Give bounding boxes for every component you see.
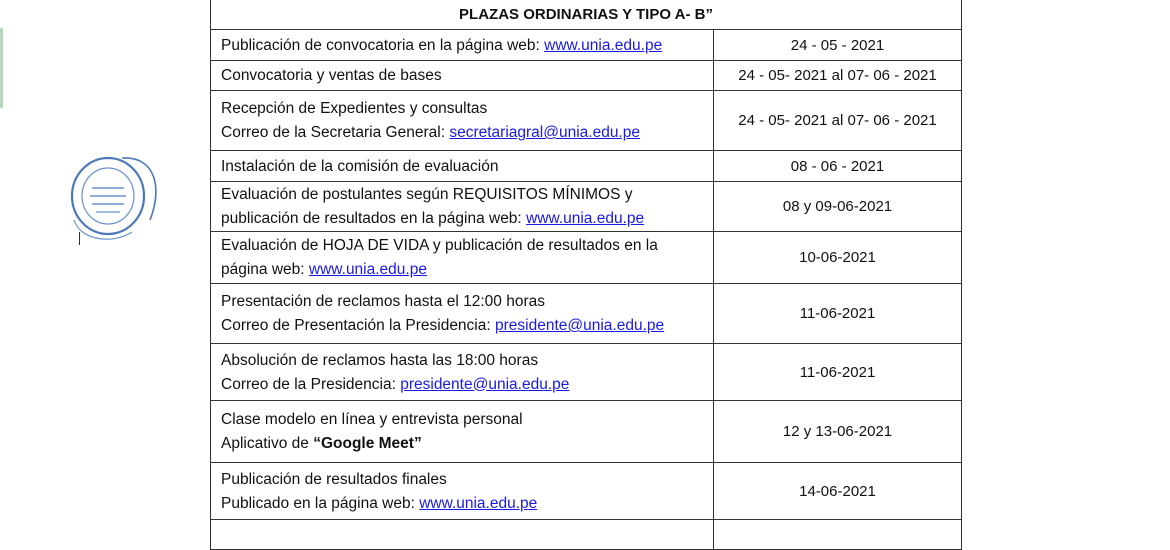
activity-line-1 — [221, 409, 703, 430]
activity-text: Evaluación de postulantes según REQUISITOS MÍNIMOS y — [221, 186, 633, 203]
activity-line-1 — [221, 350, 703, 371]
activity-line-2 — [221, 433, 703, 454]
date-cell: 11-06-2021 — [714, 344, 962, 401]
activity-cell — [211, 520, 714, 550]
activity-text: Presentación de reclamos hasta el 12:00 horas — [221, 293, 545, 310]
activity-cell — [211, 344, 714, 401]
activity-line-2 — [221, 122, 703, 143]
activity-line-1 — [221, 156, 703, 177]
table-row — [211, 61, 962, 91]
activity-line-1 — [221, 65, 703, 86]
date-cell: 08 - 06 - 2021 — [714, 151, 962, 182]
table-title: PLAZAS ORDINARIAS Y TIPO A- B” — [211, 0, 962, 30]
activity-cell — [211, 401, 714, 463]
activity-cell — [211, 61, 714, 91]
activity-text: Convocatoria y ventas de bases — [221, 67, 442, 84]
activity-text: Correo de Presentación la Presidencia: — [221, 317, 491, 334]
activity-text: Absolución de reclamos hasta las 18:00 horas — [221, 351, 539, 369]
table-row — [211, 463, 962, 520]
contact-link[interactable]: www.unia.edu.pe — [419, 494, 538, 512]
activity-cell — [211, 232, 714, 284]
date-cell — [714, 520, 962, 550]
table-row — [211, 344, 962, 401]
activity-text: Recepción de Expedientes y consultas — [221, 100, 488, 117]
contact-link[interactable]: www.unia.edu.pe — [308, 261, 427, 278]
activity-text: publicación de resultados en la página web: — [221, 210, 522, 227]
activity-text: Publicación de resultados finales — [221, 470, 447, 488]
activity-cell — [211, 463, 714, 520]
activity-text: Correo de la Presidencia: — [221, 375, 396, 393]
date-cell: 14-06-2021 — [714, 463, 962, 520]
date-cell: 24 - 05- 2021 al 07- 06 - 2021 — [714, 91, 962, 151]
activity-text: Clase modelo en línea y entrevista personal — [221, 411, 523, 428]
table-row — [211, 401, 962, 463]
date-cell: 24 - 05- 2021 al 07- 06 - 2021 — [714, 61, 962, 91]
table-row — [211, 284, 962, 344]
margin-tick — [79, 232, 80, 245]
contact-link[interactable]: www.unia.edu.pe — [526, 210, 645, 227]
table-header-row — [211, 0, 962, 30]
table-row — [211, 91, 962, 151]
table-row — [211, 182, 962, 232]
contact-link[interactable]: presidente@unia.edu.pe — [400, 375, 570, 393]
app-name: “Google Meet” — [313, 435, 422, 452]
activity-text: Correo de la Secretaria General: — [221, 124, 446, 141]
contact-link[interactable]: secretariagral@unia.edu.pe — [449, 124, 640, 141]
activity-text: Publicación de convocatoria en la página web: — [221, 36, 540, 54]
activity-line-1 — [221, 469, 703, 490]
activity-line-2 — [221, 374, 703, 395]
activity-line-1 — [221, 184, 703, 205]
table-row — [211, 151, 962, 182]
seal-stamp-icon — [62, 150, 162, 242]
activity-text: Evaluación de HOJA DE VIDA y publicación de resultados en la — [221, 237, 658, 254]
activity-text: Aplicativo de — [221, 435, 309, 452]
date-cell: 10-06-2021 — [714, 232, 962, 284]
date-cell: 08 y 09-06-2021 — [714, 182, 962, 232]
activity-line-2 — [221, 315, 703, 336]
contact-link[interactable]: www.unia.edu.pe — [544, 36, 663, 54]
activity-text: página web: — [221, 261, 305, 278]
schedule-table — [210, 0, 962, 550]
activity-cell — [211, 30, 714, 61]
activity-text: Instalación de la comisión de evaluación — [221, 157, 499, 175]
activity-line-2 — [221, 208, 703, 229]
table-row-partial — [211, 520, 962, 550]
activity-line-2 — [221, 259, 703, 280]
activity-text: Publicado en la página web: — [221, 494, 415, 512]
date-cell: 11-06-2021 — [714, 284, 962, 344]
activity-cell — [211, 91, 714, 151]
activity-cell — [211, 151, 714, 182]
page-edge-mark — [0, 28, 3, 108]
activity-cell — [211, 284, 714, 344]
contact-link[interactable]: presidente@unia.edu.pe — [495, 317, 665, 334]
activity-line-2 — [221, 493, 703, 514]
activity-line-1 — [221, 235, 703, 256]
activity-line-1 — [221, 35, 703, 56]
activity-cell — [211, 182, 714, 232]
table-row — [211, 30, 962, 61]
date-cell: 24 - 05 - 2021 — [714, 30, 962, 61]
date-cell: 12 y 13-06-2021 — [714, 401, 962, 463]
activity-line-1 — [221, 98, 703, 119]
table-row — [211, 232, 962, 284]
activity-line-1 — [221, 291, 703, 312]
